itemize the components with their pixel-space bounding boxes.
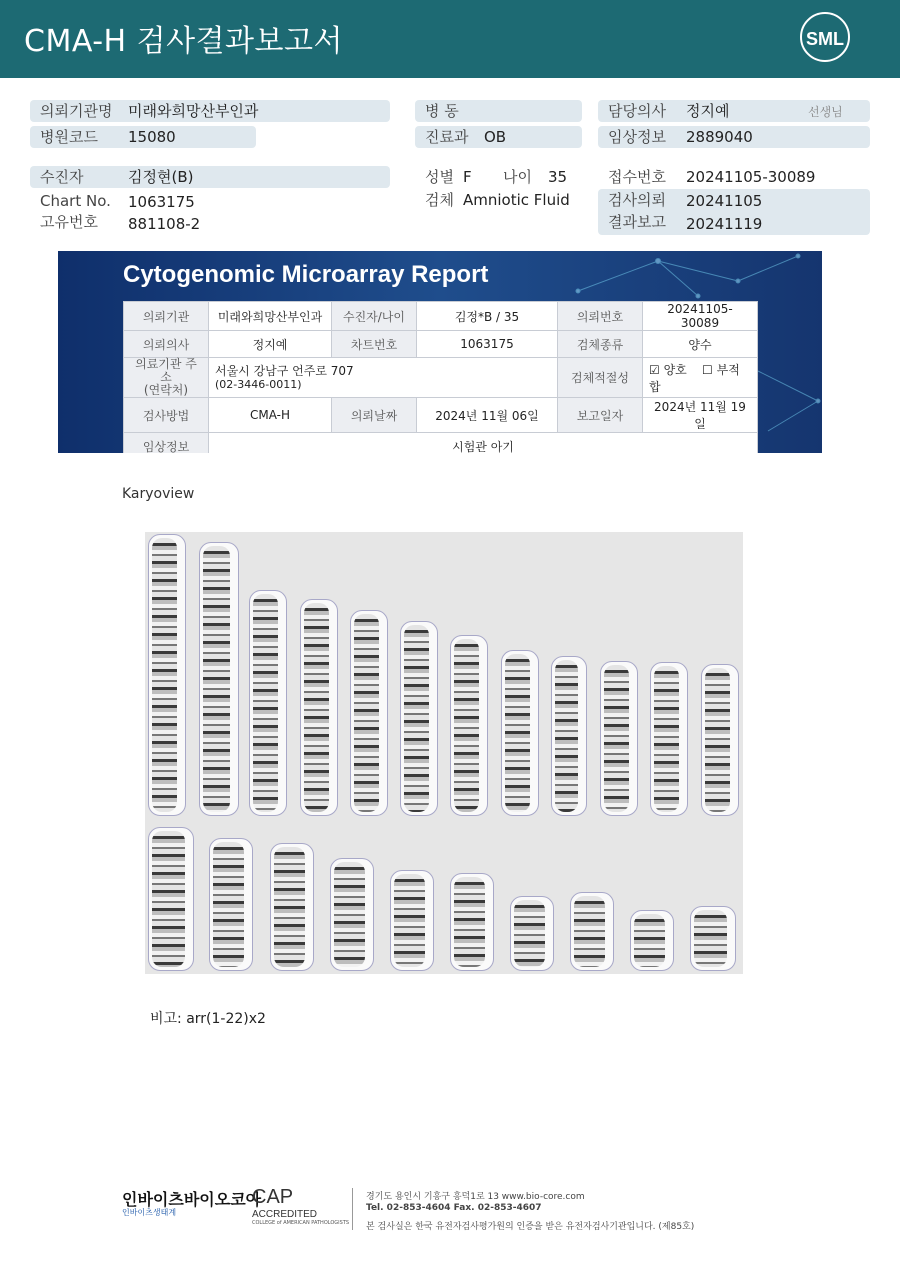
chromosome-6 [400,621,438,816]
karyoview-label: Karyoview [122,486,195,502]
ward-label: 병 동 [425,102,459,120]
cap-text: CAP [252,1186,294,1208]
chromosome-12 [701,664,739,816]
cap-college-text: COLLEGE of AMERICAN PATHOLOGISTS [252,1220,350,1226]
doctor-suffix: 선생님 [808,105,843,119]
req-inst-value: 미래와희망산부인과 [128,102,259,120]
report-row-4 [124,398,758,433]
report-label: 결과보고 [608,213,666,231]
cell: 수진자/나이 [332,302,417,331]
report-row-3 [124,358,758,398]
chromosome-1 [148,534,186,816]
specimen-label: 검체 [425,191,454,209]
page-header [0,0,900,78]
report-row-2 [124,331,758,358]
cell: 2024년 11월 06일 [417,398,558,433]
req-inst-label: 의뢰기관명 [40,102,113,120]
cell: 정지예 [209,331,332,358]
sex-label: 성별 [425,168,454,186]
chromosome-22 [690,906,736,971]
cell: 검사방법 [124,398,209,433]
company-sub: 인바이츠생태계 [122,1208,177,1217]
chart-label: Chart No. [40,192,111,210]
cell: 시험관 아기 [209,433,758,454]
chromosome-21 [630,910,674,971]
ward-row [415,100,582,122]
recv-label: 접수번호 [608,168,666,186]
cell: 2024년 11월 19일 [643,398,758,433]
cell: 보고일자 [558,398,643,433]
report-table [123,301,758,453]
remark-note: 비고: arr(1-22)x2 [150,1011,266,1027]
clinical-label: 임상정보 [608,128,666,146]
id-label: 고유번호 [40,213,98,231]
quality-cell [643,358,758,398]
hosp-code-value: 15080 [128,128,176,146]
chromosome-11 [650,662,688,816]
chromosome-18 [450,873,494,971]
recv-value: 20241105-30089 [686,168,816,186]
hosp-code-label: 병원코드 [40,128,98,146]
patient-value: 김정현(B) [128,168,194,186]
chromosome-14 [209,838,253,971]
cell: 차트번호 [332,331,417,358]
cell: 검체종류 [558,331,643,358]
chromosome-9 [551,656,587,816]
chromosome-7 [450,635,488,816]
sml-logo: SML [800,12,850,62]
chromosome-13 [148,827,194,971]
company-logo: 인바이츠바이오코아 [122,1190,262,1209]
footer-tel: Tel. 02-853-4604 Fax. 02-853-4607 [366,1203,542,1213]
cell: 20241105-30089 [643,302,758,331]
cell: 의뢰번호 [558,302,643,331]
footer-cert: 본 검사실은 한국 유전자검사평가원의 인증을 받은 유전자검사기관입니다. (제85호) [366,1222,695,1232]
footer-address: 경기도 용인시 기흥구 흥덕1로 13 www.bio-core.com [366,1192,585,1202]
cell: 의뢰의사 [124,331,209,358]
doctor-label: 담당의사 [608,102,666,120]
dept-value: OB [484,128,507,146]
age-label: 나이 [503,168,532,186]
cell: 의뢰날짜 [332,398,417,433]
specimen-value: Amniotic Fluid [463,191,570,209]
doctor-value: 정지예 [686,102,730,120]
cell: 미래와희망산부인과 [209,302,332,331]
cell: 검체적절성 [558,358,643,398]
footer-divider [352,1188,353,1230]
chromosome-8 [501,650,539,816]
patient-label: 수진자 [40,168,84,186]
report-row-1 [124,302,758,331]
chromosome-15 [270,843,314,971]
chart-value: 1063175 [128,193,195,211]
bad-label: 부적합 [649,362,740,394]
karyogram [145,532,743,974]
cell: 양수 [643,331,758,358]
chromosome-19 [510,896,554,971]
chromosome-20 [570,892,614,971]
chromosome-2 [199,542,239,816]
report-title: Cytogenomic Microarray Report [123,261,489,288]
chromosome-3 [249,590,287,816]
phone-text: (02-3446-0011) [215,377,302,391]
cell: 1063175 [417,331,558,358]
sex-value: F [463,168,472,186]
page-title: CMA-H 검사결과보고서 [24,24,343,59]
checked-box-icon: ☑ [649,362,660,377]
cell: 의료기관 주소 (연락처) [124,358,209,398]
clinical-value: 2889040 [686,128,753,146]
report-banner [58,251,822,453]
address-text: 서울시 강남구 언주로 707 [215,363,354,378]
chromosome-5 [350,610,388,816]
req-date-value: 20241105 [686,192,763,210]
cap-accredited-text: ACCREDITED [252,1209,318,1220]
report-row-5 [124,433,758,454]
address-cell [209,358,558,398]
cell: 임상정보 [124,433,209,454]
chromosome-10 [600,661,638,816]
chromosome-17 [390,870,434,971]
cap-accredited-logo [252,1186,349,1226]
age-value: 35 [548,168,568,186]
chromosome-4 [300,599,338,816]
req-date-label: 검사의뢰 [608,191,666,209]
good-label: 양호 [663,362,687,377]
unchecked-box-icon: ☐ [702,362,713,377]
cell: 김정*B / 35 [417,302,558,331]
dept-label: 진료과 [425,128,469,146]
report-value: 20241119 [686,215,763,233]
chromosome-16 [330,858,374,971]
id-value: 881108-2 [128,215,201,233]
cell: 의뢰기관 [124,302,209,331]
patient-row [30,166,390,188]
cell: CMA-H [209,398,332,433]
